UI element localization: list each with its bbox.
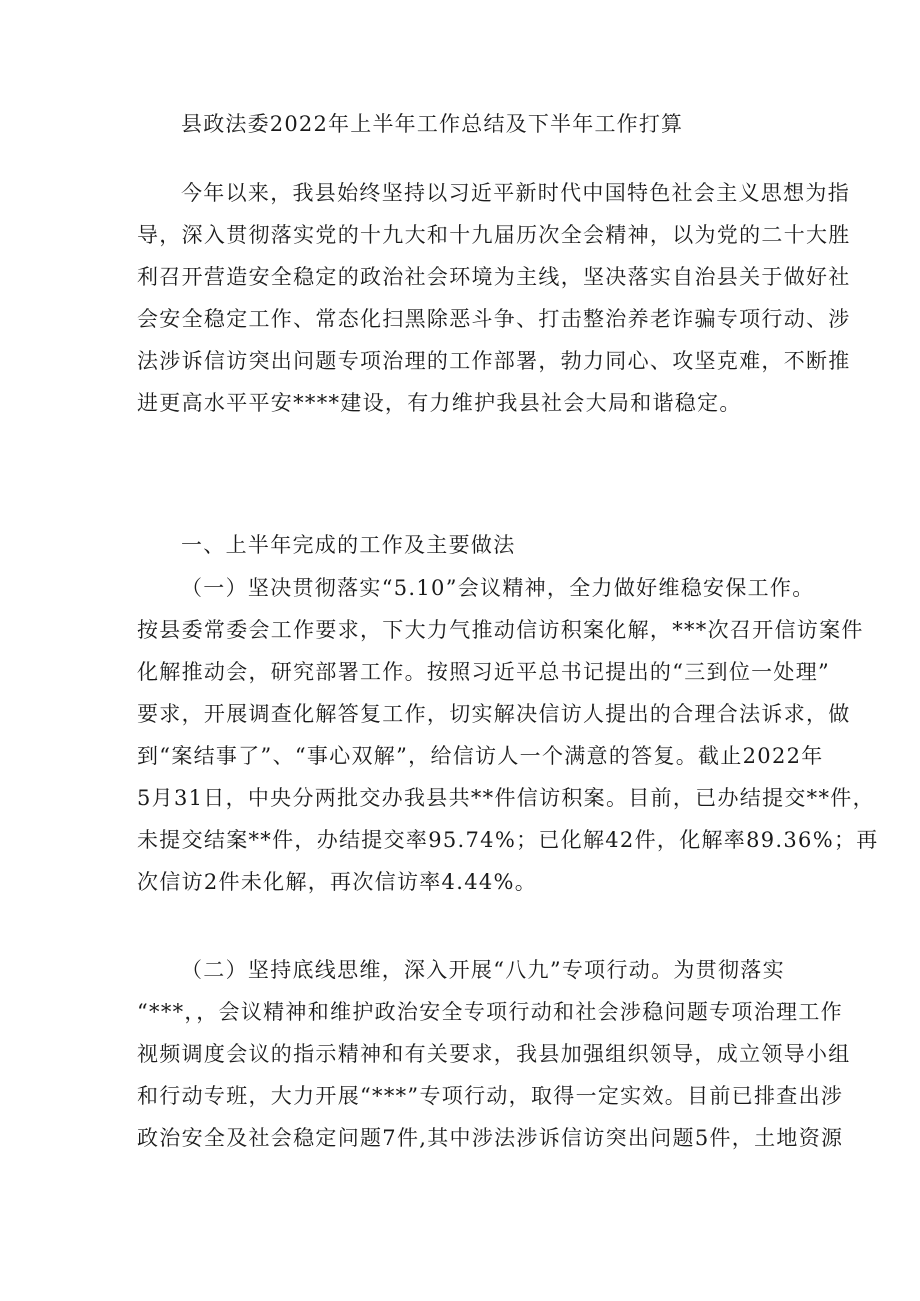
subsection-line: 和行动专班，大力开展“***”专项行动，取得一定实效。目前已排查出涉 bbox=[137, 1084, 844, 1108]
subsection-line: 未提交结案**件，办结提交率95.74%；已化解42件，化解率89.36%；再 bbox=[137, 828, 879, 852]
intro-line: 利召开营造安全稳定的政治社会环境为主线，坚决落实自治县关于做好社 bbox=[137, 265, 851, 289]
subsection-line: 视频调度会议的指示精神和有关要求，我县加强组织领导，成立领导小组 bbox=[137, 1042, 851, 1066]
section-heading: 一、上半年完成的工作及主要做法 bbox=[181, 533, 516, 557]
subsection-line: 到“案结事了”、“事心双解”，给信访人一个满意的答复。截止2022年 bbox=[137, 744, 824, 768]
intro-line: 今年以来，我县始终坚持以习近平新时代中国特色社会主义思想为指 bbox=[181, 181, 850, 205]
subsection-line: 政治安全及社会稳定问题7件,其中涉法涉诉信访突出问题5件，土地资源 bbox=[137, 1126, 844, 1150]
intro-line: 会安全稳定工作、常态化扫黑除恶斗争、打击整治养老诈骗专项行动、涉 bbox=[137, 307, 851, 331]
subsection-line: （一）坚决贯彻落实“5.10”会议精神，全力做好维稳安保工作。 bbox=[181, 576, 815, 600]
subsection-line: 5月31日，中央分两批交办我县共**件信访积案。目前，已办结提交**件， bbox=[137, 786, 875, 810]
subsection-line: 次信访2件未化解，再次信访率4.44%。 bbox=[137, 870, 538, 894]
document-title: 县政法委2022年上半年工作总结及下半年工作打算 bbox=[181, 112, 684, 136]
subsection-line: 要求，开展调查化解答复工作，切实解决信访人提出的合理合法诉求，做 bbox=[137, 702, 851, 726]
subsection-line: “***，，会议精神和维护政治安全专项行动和社会涉稳问题专项治理工作 bbox=[137, 1000, 843, 1024]
subsection-line: 按县委常委会工作要求，下大力气推动信访积案化解，***次召开信访案件 bbox=[137, 618, 864, 642]
intro-line: 法涉诉信访突出问题专项治理的工作部署，勃力同心、攻坚克难，不断推 bbox=[137, 349, 851, 373]
intro-line: 进更高水平平安****建设，有力维护我县社会大局和谐稳定。 bbox=[137, 391, 742, 415]
intro-line: 导，深入贯彻落实党的十九大和十九届历次全会精神，以为党的二十大胜 bbox=[137, 223, 851, 247]
subsection-line: （二）坚持底线思维，深入开展“八九”专项行动。为贯彻落实 bbox=[181, 958, 785, 982]
subsection-line: 化解推动会，研究部署工作。按照习近平总书记提出的“三到位一处理” bbox=[137, 660, 831, 684]
